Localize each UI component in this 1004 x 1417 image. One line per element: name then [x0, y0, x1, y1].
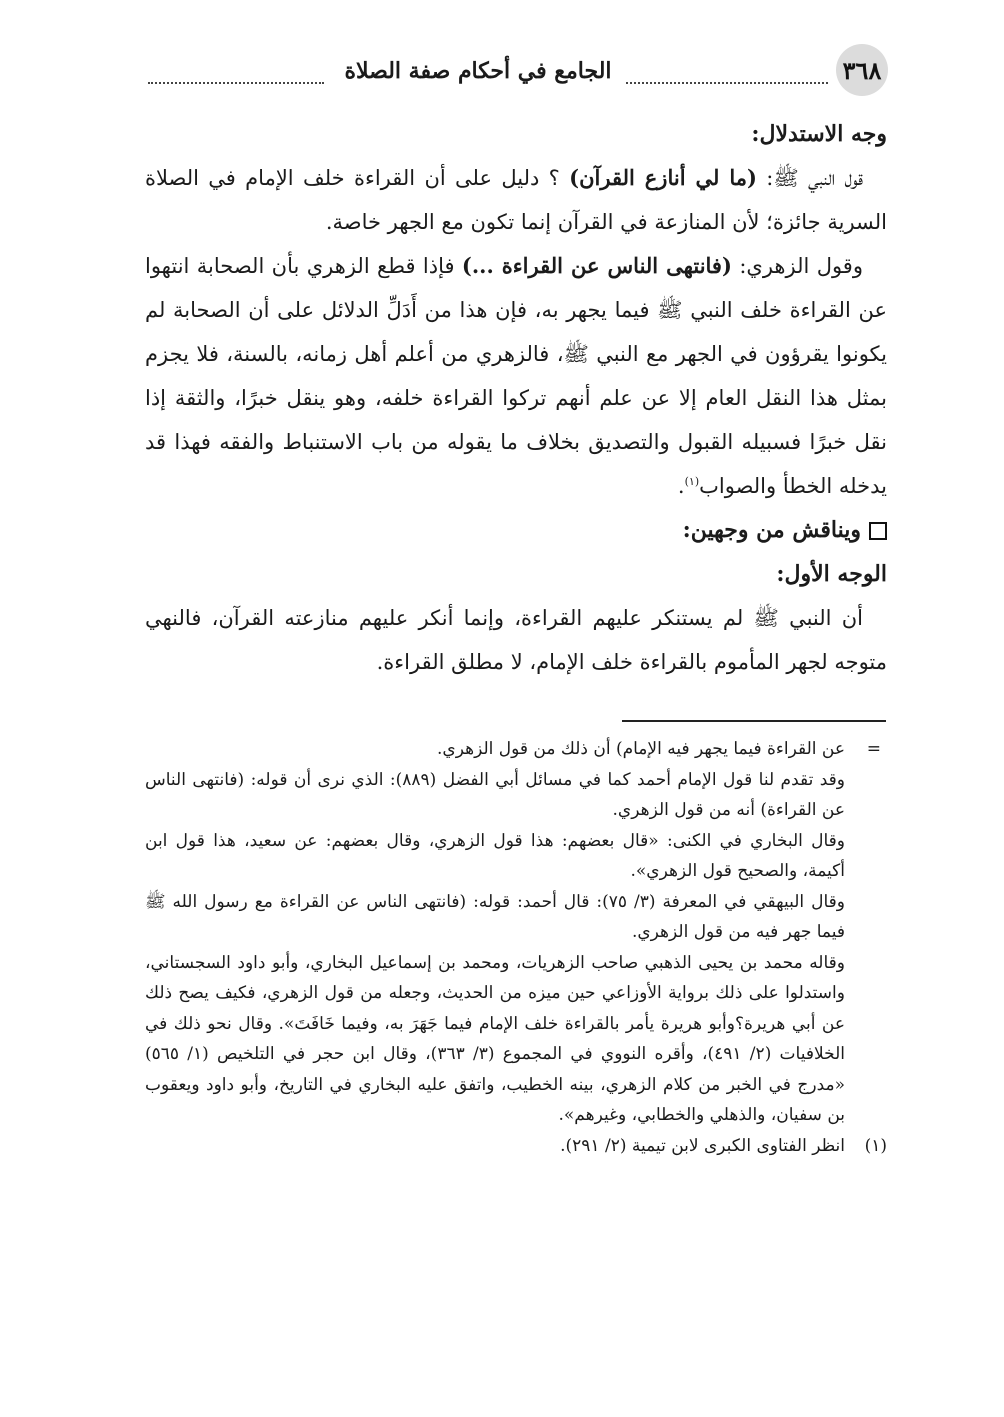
footnote-1: [145, 1131, 887, 1162]
page-number: ٣٦٨: [842, 55, 882, 85]
continuation-marker: =: [866, 739, 881, 759]
footnote-1-number: (١): [864, 1135, 887, 1156]
footnote-paragraph: وقال البخاري في الكنى: «قال بعضهم: هذا قول الزهري، وقال بعضهم: عن سعيد، هذا قول ابن أكيمة، والصحيح قول الزهري».: [145, 830, 845, 881]
heading-discussion: [145, 508, 887, 552]
footnote-continuation-text: عن القراءة فيما يجهر فيه الإمام) أن ذلك من قول الزهري.: [437, 739, 845, 759]
header-dotted-rule-right: [626, 82, 828, 84]
hadith-quote-2: (فانتهى الناس عن القراءة ...): [461, 253, 732, 278]
checkbox-icon: [869, 522, 887, 540]
header-dotted-rule-left: [148, 82, 324, 84]
footnote-paragraph: وقد تقدم لنا قول الإمام أحمد كما في مسائل أبي الفضل (٨٨٩): الذي نرى أن قوله: (فانتهى الناس عن القراءة) أنه من قول الزهري.: [145, 769, 845, 820]
paragraph-1-rest: ؟ دليل على أن القراءة خلف الإمام في الصلاة السرية جائزة؛ لأن المنازعة في القرآن إنما تكون مع الجهر خاصة.: [145, 166, 887, 234]
paragraph-2-start: وقول الزهري:: [731, 254, 863, 278]
footnote-paragraph: وقال البيهقي في المعرفة (٣/ ٧٥): قال أحمد: قوله: (فانتهى الناس عن القراءة مع رسول الله ﷺ فيما جهر فيه من قول الزهري.: [145, 891, 845, 942]
paragraph-1-start: قول النبي ﷺ:: [756, 166, 863, 190]
footnotes: [145, 734, 887, 1161]
main-text: [145, 112, 887, 684]
footnote-separator: [622, 720, 886, 722]
running-header-title: الجامع في أحكام صفة الصلاة: [344, 58, 612, 84]
footnote-1-text: انظر الفتاوى الكبرى لابن تيمية (٢/ ٢٩١).: [560, 1135, 845, 1156]
hadith-quote-1: (ما لي أنازع القرآن): [569, 165, 757, 190]
paragraph-3: أن النبي ﷺ لم يستنكر عليهم القراءة، وإنما أنكر عليهم منازعته القرآن، فالنهي متوجه لجهر المأموم بالقراءة خلف الإمام، لا مطلق القراءة.: [145, 606, 887, 674]
footnote-continuation-line: [145, 734, 887, 765]
heading-first-aspect: الوجه الأول:: [776, 561, 887, 587]
paragraph-2-rest: فإذا قطع الزهري بأن الصحابة انتهوا عن القراءة خلف النبي ﷺ فيما يجهر به، فإن هذا من أَدَلِّ الدلائل على أن الصحابة لم يكونوا يقرؤون في الجهر مع النبي ﷺ، فالزهري من أعلم أهل زمانه، بالسنة، فلا يجزم بمثل هذا النقل العام إلا عن علم أنهم تركوا القراءة خلفه، وهو ينقل خبرًا، والثقة إذا نقل خبرًا فسبيله القبول والتصديق بخلاف ما يقوله من باب الاستنباط والفقه فهذا قد يدخله الخطأ والصواب: [145, 254, 887, 498]
paragraph-2: [145, 244, 887, 508]
footnote-ref-1[interactable]: (١): [684, 475, 700, 488]
paragraph-2-end: .: [677, 474, 685, 498]
heading-discussion-text: ويناقش من وجهين:: [682, 517, 861, 543]
page-number-badge: [836, 44, 888, 96]
heading-evidence: وجه الاستدلال:: [751, 121, 887, 147]
footnote-paragraph: وقاله محمد بن يحيى الذهبي صاحب الزهريات، ومحمد بن إسماعيل البخاري، وأبو داود السجستاني، واستدلوا على ذلك برواية الأوزاعي حين ميزه من الحديث، وجعله من قول الزهري، فكيف يصح ذلك عن أبي هريرة؟وأبو هريرة يأمر بالقراءة خلف الإمام فيما جَهَرَ به، وفيما خَافَتَ». وقال نحو ذلك في الخلافيات (٢/ ٤٩١)، وأقره النووي في المجموع (٣/ ٣٦٣)، وقال ابن حجر في التلخيص (١/ ٥٦٥) «مدرج في الخبر من كلام الزهري، بينه الخطيب، واتفق عليه البخاري في التاريخ، وأبو داود ويعقوب بن سفيان، والذهلي والخطابي، وغيرهم».: [145, 952, 846, 1125]
paragraph-1: [145, 156, 887, 244]
